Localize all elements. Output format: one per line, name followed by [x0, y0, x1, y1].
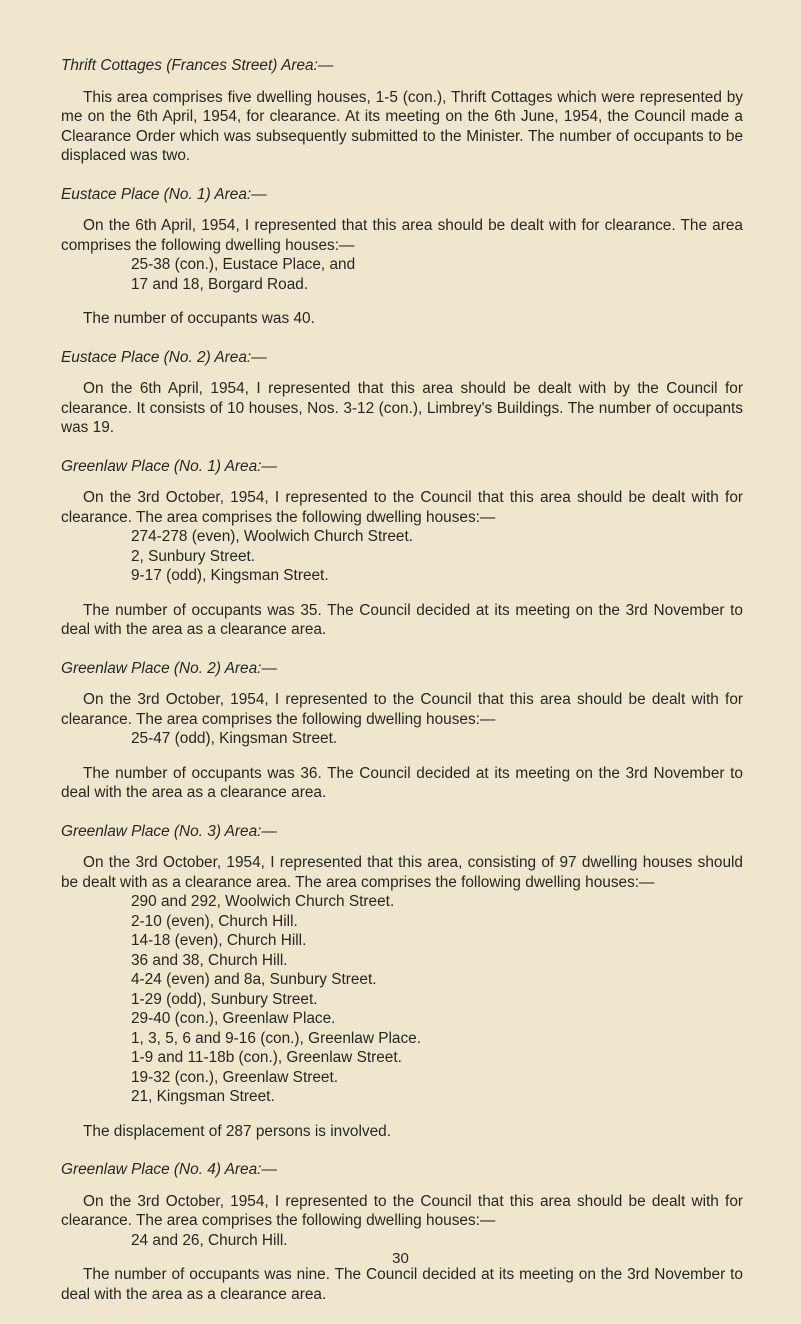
- address-list: [61, 729, 743, 749]
- section-greenlaw-place-2: [61, 659, 743, 803]
- section-thrift-cottages: [61, 56, 743, 166]
- section-paragraph: On the 6th April, 1954, I represented that this area should be dealt with by the Council for clearance. It consists of 10 houses, Nos. 3-12 (con.), Limbrey's Buildings. The number of occupants was 19.: [61, 380, 743, 436]
- section-note: The number of occupants was nine. The Council decided at its meeting on the 3rd November to deal with the area as a clearance area.: [61, 1266, 743, 1303]
- section-note: The number of occupants was 36. The Council decided at its meeting on the 3rd November to deal with the area as a clearance area.: [61, 764, 743, 801]
- section-greenlaw-place-3: [61, 822, 743, 1142]
- section-paragraph: This area comprises five dwelling houses, 1-5 (con.), Thrift Cottages which were represented by me on the 6th April, 1954, for clearance. At its meeting on the 6th June, 1954, the Council made a Clearance Order which was subsequently submitted to the Minister. The number of occupants to be displaced was two.: [61, 88, 743, 164]
- list-item: 1-29 (odd), Sunbury Street.: [131, 990, 318, 1008]
- section-heading: Eustace Place (No. 2) Area:—: [61, 348, 267, 366]
- section-note: The number of occupants was 35. The Council decided at its meeting on the 3rd November to deal with the area as a clearance area.: [61, 601, 743, 638]
- section-paragraph: On the 3rd October, 1954, I represented to the Council that this area should be dealt with for clearance. The area comprises the following dwelling houses:—: [61, 691, 743, 728]
- section-eustace-place-2: [61, 348, 743, 438]
- list-item: 9-17 (odd), Kingsman Street.: [131, 567, 329, 584]
- section-paragraph: On the 3rd October, 1954, I represented to the Council that this area should be dealt with for clearance. The area comprises the following dwelling houses:—: [61, 489, 743, 526]
- list-item: 290 and 292, Woolwich Church Street.: [131, 893, 395, 910]
- list-item: 29-40 (con.), Greenlaw Place.: [131, 1010, 336, 1027]
- page-content: [61, 56, 743, 1323]
- list-item: 36 and 38, Church Hill.: [131, 951, 288, 969]
- section-eustace-place-1: [61, 185, 743, 329]
- list-item: 25-38 (con.), Eustace Place, and: [131, 256, 356, 273]
- section-paragraph: On the 3rd October, 1954, I represented to the Council that this area should be dealt with for clearance. The area comprises the following dwelling houses:—: [61, 1192, 743, 1229]
- list-item: 4-24 (even) and 8a, Sunbury Street.: [131, 971, 377, 988]
- list-item: 19-32 (con.), Greenlaw Street.: [131, 1068, 339, 1086]
- section-heading: Greenlaw Place (No. 4) Area:—: [61, 1161, 277, 1178]
- list-item: 1-9 and 11-18b (con.), Greenlaw Street.: [131, 1049, 402, 1066]
- address-list: [61, 527, 743, 586]
- section-heading: Greenlaw Place (No. 3) Area:—: [61, 822, 277, 840]
- section-heading: Greenlaw Place (No. 1) Area:—: [61, 457, 277, 475]
- section-note: The number of occupants was 40.: [83, 310, 315, 327]
- list-item: 2-10 (even), Church Hill.: [131, 912, 298, 930]
- page-number: 30: [392, 1250, 409, 1267]
- section-note: The displacement of 287 persons is involved.: [83, 1122, 391, 1140]
- list-item: 14-18 (even), Church Hill.: [131, 932, 307, 949]
- list-item: 25-47 (odd), Kingsman Street.: [131, 730, 338, 747]
- section-heading: Thrift Cottages (Frances Street) Area:—: [61, 57, 334, 74]
- list-item: 21, Kingsman Street.: [131, 1088, 275, 1105]
- section-paragraph: On the 3rd October, 1954, I represented that this area, consisting of 97 dwelling houses should be dealt with as a clearance area. The area comprises the following dwelling houses:—: [61, 854, 743, 891]
- list-item: 24 and 26, Church Hill.: [131, 1231, 288, 1249]
- section-greenlaw-place-4: [61, 1160, 743, 1304]
- section-heading: Greenlaw Place (No. 2) Area:—: [61, 659, 277, 677]
- address-list: [61, 255, 743, 294]
- section-heading: Eustace Place (No. 1) Area:—: [61, 185, 267, 203]
- address-list: [61, 892, 743, 1107]
- list-item: 17 and 18, Borgard Road.: [131, 275, 309, 293]
- list-item: 2, Sunbury Street.: [131, 547, 256, 565]
- list-item: 274-278 (even), Woolwich Church Street.: [131, 528, 414, 545]
- section-paragraph: On the 6th April, 1954, I represented that this area should be dealt with for clearance. The area comprises the following dwelling houses:—: [61, 217, 743, 254]
- section-greenlaw-place-1: [61, 457, 743, 640]
- address-list: [61, 1231, 743, 1251]
- list-item: 1, 3, 5, 6 and 9-16 (con.), Greenlaw Place.: [131, 1029, 422, 1047]
